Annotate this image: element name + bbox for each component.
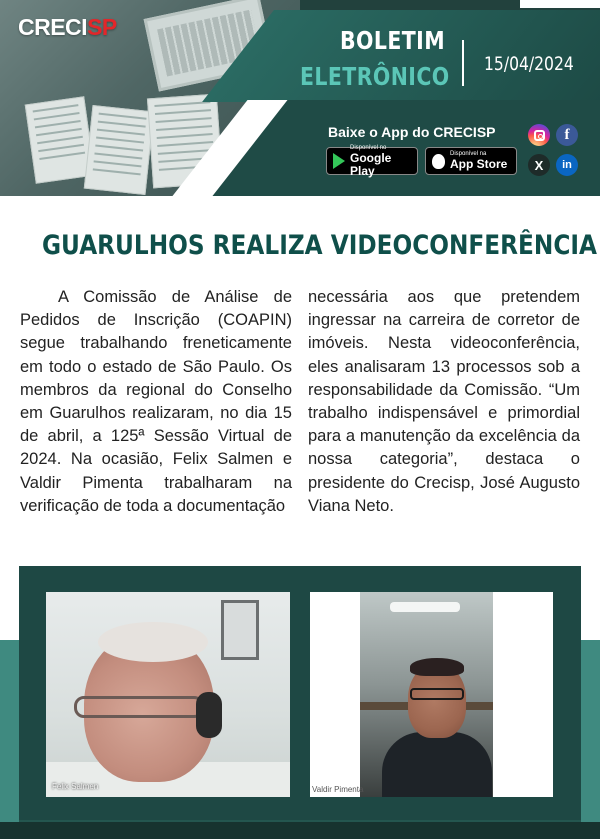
linkedin-icon[interactable]: in — [556, 154, 578, 176]
google-play-small-label: Disponível no — [350, 144, 387, 151]
app-download-label: Baixe o App do CRECISP — [328, 124, 496, 140]
article-headline: GUARULHOS REALIZA VIDEOCONFERÊNCIA — [42, 230, 597, 261]
title-line-1: BOLETIM — [340, 26, 446, 55]
app-store-button[interactable] — [425, 147, 517, 175]
article-column-right: necessária aos que pretendem ingressar na carreira de corretor de imóveis. Nesta videoconferência, eles analisaram 13 processos sob a responsabilidade da Comissão. “Um trabalho indispensável e primordial para a manutenção da excelência da nossa categoria”, destaca o presidente do Crecisp, José Augusto Viana Neto. — [308, 288, 580, 515]
footer-strip — [0, 822, 600, 839]
facebook-icon[interactable]: f — [556, 124, 578, 146]
apple-icon — [432, 154, 445, 169]
decorative-side-bar — [0, 640, 19, 839]
document-graphic — [84, 105, 154, 195]
glasses-graphic — [74, 696, 204, 718]
decorative-side-bar — [581, 640, 600, 839]
x-icon[interactable]: X — [528, 154, 550, 176]
instagram-icon[interactable] — [528, 124, 550, 146]
participant-hair — [410, 658, 464, 676]
google-play-label: Google Play — [350, 150, 392, 178]
title-divider — [462, 40, 464, 86]
participant-shirt — [382, 732, 492, 797]
logo-text: CRECI — [18, 14, 88, 40]
ceiling-light — [390, 602, 460, 612]
participant-caption-left: Felix Salmen — [52, 782, 99, 791]
issue-date: 15/04/2024 — [484, 53, 574, 75]
decorative-corner — [520, 0, 600, 8]
participant-hair — [98, 622, 208, 662]
article-column-left: A Comissão de Análise de Pedidos de Inscrição (COAPIN) segue trabalhando freneticamente em todo o estado de São Paulo. Os membros da regional do Conselho em Guarulhos realizaram, no dia 15 de abril, a 125ª Sessão Virtual de 2024. Na ocasião, Felix Salmen e Valdir Pimenta trabalharam na verificação de toda a documentação — [20, 288, 292, 515]
participant-caption-right: Valdir Pimenta — [312, 785, 364, 794]
app-store-label: App Store — [450, 157, 508, 171]
headset-graphic — [196, 692, 222, 738]
newsletter-header — [0, 0, 600, 196]
title-line-2: ELETRÔNICO — [300, 62, 450, 91]
logo-accent-text: SP — [87, 14, 117, 40]
videoconference-participant-right — [360, 592, 493, 797]
crecisp-logo[interactable] — [18, 14, 117, 41]
google-play-icon — [333, 153, 345, 169]
videoconference-participant-left — [46, 592, 290, 797]
wall-picture — [221, 600, 259, 660]
google-play-button[interactable] — [326, 144, 418, 178]
glasses-graphic — [410, 688, 464, 700]
app-store-small-label: Disponível na — [450, 151, 487, 157]
